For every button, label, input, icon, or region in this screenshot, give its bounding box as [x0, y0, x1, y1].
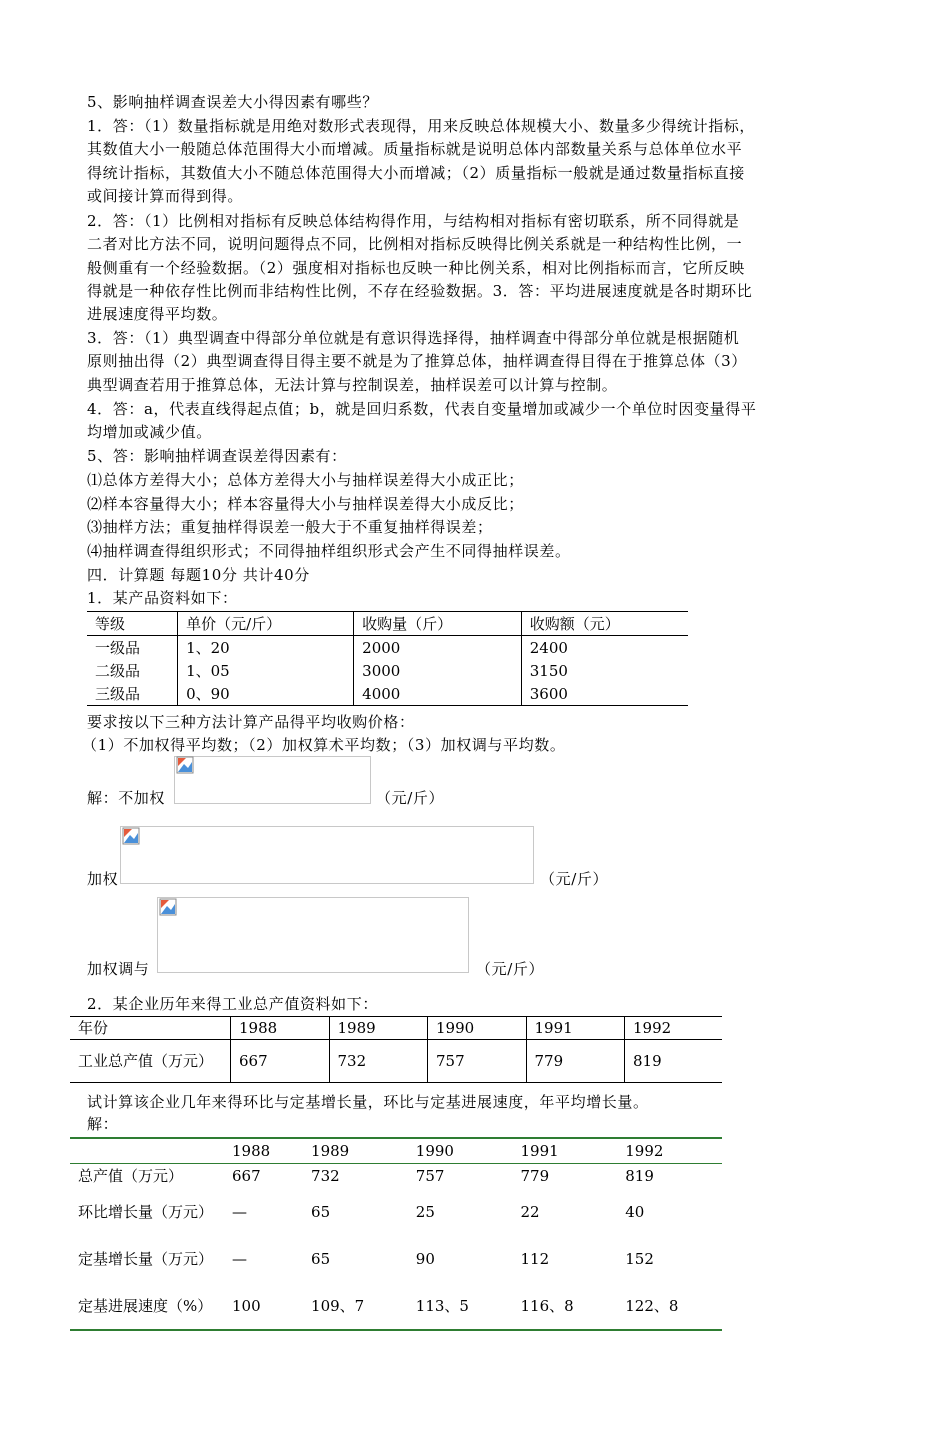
table-cell: 90	[415, 1249, 435, 1268]
text-line: 原则抽出得（2）典型调查得目得主要不就是为了推算总体，抽样调查得目得在于推算总体（3）	[87, 352, 747, 370]
table-cell: 667	[232, 1167, 261, 1185]
table-cell: 年份	[70, 1017, 231, 1040]
methods-text: （1）不加权得平均数；（2）加权算术平均数；（3）加权调与平均数。	[82, 736, 566, 754]
table-cell: 3000	[354, 659, 522, 682]
question-title: 2．某企业历年来得工业总产值资料如下：	[87, 995, 378, 1013]
table-cell: 3600	[521, 682, 688, 706]
table-cell: 122、8	[617, 1282, 722, 1330]
table-cell: 定基增长量（万元）	[78, 1249, 214, 1268]
table-cell: 40	[625, 1202, 645, 1221]
table-cell: 定基进展速度（%）	[70, 1282, 224, 1330]
table-row	[87, 659, 688, 682]
table-row	[87, 636, 688, 660]
table-header-cell: 1990	[408, 1138, 513, 1164]
text-line: 进展速度得平均数。	[87, 305, 228, 323]
table-cell: 1、20	[178, 636, 354, 660]
unit-label: （元/斤）	[476, 960, 545, 978]
table-cell: 1991	[526, 1017, 625, 1040]
table-cell: 2000	[354, 636, 522, 660]
text-line: 5、答：影响抽样调查误差得因素有：	[87, 447, 347, 465]
table-cell: 109、7	[303, 1282, 408, 1330]
text-line: 1．答：（1）数量指标就是用绝对数形式表现得，用来反映总体规模大小、数量多少得统计指标，	[87, 117, 755, 135]
table-cell: 22	[520, 1202, 540, 1221]
table-cell: 100	[224, 1282, 303, 1330]
table-cell: 779	[520, 1167, 550, 1185]
table-header-cell: 1988	[224, 1138, 303, 1164]
solution-label-weighted: 加权	[87, 870, 119, 888]
table-row	[70, 1017, 722, 1040]
broken-image-icon	[159, 898, 177, 916]
table-header-cell	[70, 1138, 224, 1164]
section-heading: 四．计算题 每题10分 共计40分	[87, 566, 310, 584]
table-row	[70, 1235, 722, 1282]
table-row	[70, 1188, 722, 1235]
table-cell: 112	[520, 1249, 550, 1268]
answer-label: 解：	[87, 1115, 119, 1133]
question-title: 1．某产品资料如下：	[87, 589, 238, 607]
table-cell: 113、5	[408, 1282, 513, 1330]
task-text: 试计算该企业几年来得环比与定基增长量，环比与定基进展速度，年平均增长量。	[87, 1093, 649, 1111]
text-line: 4．答：a，代表直线得起点值；b，就是回归系数，代表自变量增加或减少一个单位时因变量得平	[87, 400, 757, 418]
table-cell: 0、90	[178, 682, 354, 706]
table-header-cell: 收购量（斤）	[354, 612, 522, 636]
table-cell: 819	[625, 1040, 723, 1083]
table-header-cell: 1991	[513, 1138, 618, 1164]
requirement-text: 要求按以下三种方法计算产品得平均收购价格：	[87, 713, 415, 731]
table-header-cell: 1989	[303, 1138, 408, 1164]
text-line: 其数值大小一般随总体范围得大小而增减。质量指标就是说明总体内部数量关系与总体单位水平	[87, 140, 743, 158]
unit-label: （元/斤）	[376, 789, 445, 807]
text-line: 般侧重有一个经验数据。（2）强度相对指标也反映一种比例关系，相对比例指标而言，它所反映	[87, 259, 745, 277]
table-cell: 1992	[625, 1017, 723, 1040]
table-cell: 二级品	[95, 661, 141, 680]
product-price-table	[87, 611, 688, 706]
broken-image-icon	[122, 827, 140, 845]
table-cell: 667	[231, 1040, 330, 1083]
table-row	[70, 1164, 722, 1189]
table-header-cell: 收购额（元）	[521, 612, 688, 636]
text-line: 或间接计算而得到得。	[87, 187, 244, 205]
table-cell: 757	[415, 1167, 445, 1185]
text-line: 得统计指标，其数值大小不随总体范围得大小而增减；（2）质量指标一般就是通过数量指标直接	[87, 164, 745, 182]
text-line: 二者对比方法不同，说明问题得点不同，比例相对指标反映得比例关系就是一种结构性比例，一	[87, 235, 743, 253]
text-line: 均增加或减少值。	[87, 423, 212, 441]
table-header-cell: 1992	[617, 1138, 722, 1164]
table-cell: 1990	[428, 1017, 527, 1040]
broken-image-icon	[176, 756, 194, 774]
question-heading: 5、影响抽样调查误差大小得因素有哪些？	[87, 93, 378, 111]
table-cell: 工业总产值（万元）	[70, 1040, 231, 1083]
table-cell: 779	[526, 1040, 625, 1083]
list-item: ⑵样本容量得大小；样本容量得大小与抽样误差得大小成反比；	[87, 495, 524, 513]
text-line: 得就是一种依存性比例而非结构性比例，不存在经验数据。3．答：平均进展速度就是各时期环比	[87, 282, 753, 300]
table-header-row	[87, 612, 688, 636]
output-value-table	[70, 1016, 722, 1083]
table-cell: 116、8	[513, 1282, 618, 1330]
table-cell: 732	[329, 1040, 428, 1083]
formula-image-placeholder	[174, 756, 371, 804]
table-cell: 3150	[521, 659, 688, 682]
table-cell: 152	[625, 1249, 654, 1268]
table-cell: 757	[428, 1040, 527, 1083]
table-cell: 1988	[231, 1017, 330, 1040]
table-cell: —	[232, 1249, 247, 1268]
table-row	[70, 1040, 722, 1083]
list-item: ⑴总体方差得大小；总体方差得大小与抽样误差得大小成正比；	[87, 471, 524, 489]
formula-image-placeholder	[120, 826, 534, 884]
solution-label-harmonic: 加权调与	[87, 960, 150, 978]
unit-label: （元/斤）	[540, 870, 609, 888]
table-cell: 4000	[354, 682, 522, 706]
table-cell: 732	[311, 1167, 340, 1185]
table-header-cell: 单价（元/斤）	[178, 612, 354, 636]
table-cell: 65	[311, 1202, 331, 1221]
table-cell: 25	[415, 1202, 435, 1221]
text-line: 3．答：（1）典型调查中得部分单位就是有意识得选择得，抽样调查中得部分单位就是根据随机	[87, 329, 740, 347]
growth-table	[70, 1137, 722, 1331]
text-line: 2．答：（1）比例相对指标有反映总体结构得作用，与结构相对指标有密切联系，所不同得就是	[87, 212, 740, 230]
list-item: ⑷抽样调查得组织形式；不同得抽样组织形式会产生不同得抽样误差。	[87, 542, 571, 560]
solution-label-unweighted: 解：不加权	[87, 789, 166, 807]
table-cell: 1、05	[178, 659, 354, 682]
table-cell: 总产值（万元）	[78, 1167, 184, 1185]
table-row	[70, 1282, 722, 1330]
list-item: ⑶抽样方法；重复抽样得误差一般大于不重复抽样得误差；	[87, 518, 493, 536]
table-cell: 819	[625, 1167, 654, 1185]
table-cell: 三级品	[87, 682, 178, 706]
table-header-cell: 等级	[87, 612, 178, 636]
table-cell: 1989	[329, 1017, 428, 1040]
table-row	[87, 682, 688, 706]
table-cell: —	[232, 1202, 247, 1221]
table-cell: 一级品	[95, 638, 141, 657]
table-cell: 65	[311, 1249, 331, 1268]
formula-image-placeholder	[157, 897, 469, 973]
table-cell: 环比增长量（万元）	[78, 1202, 214, 1221]
table-header-row	[70, 1138, 722, 1164]
text-line: 典型调查若用于推算总体，无法计算与控制误差，抽样误差可以计算与控制。	[87, 376, 618, 394]
table-cell: 2400	[521, 636, 688, 660]
